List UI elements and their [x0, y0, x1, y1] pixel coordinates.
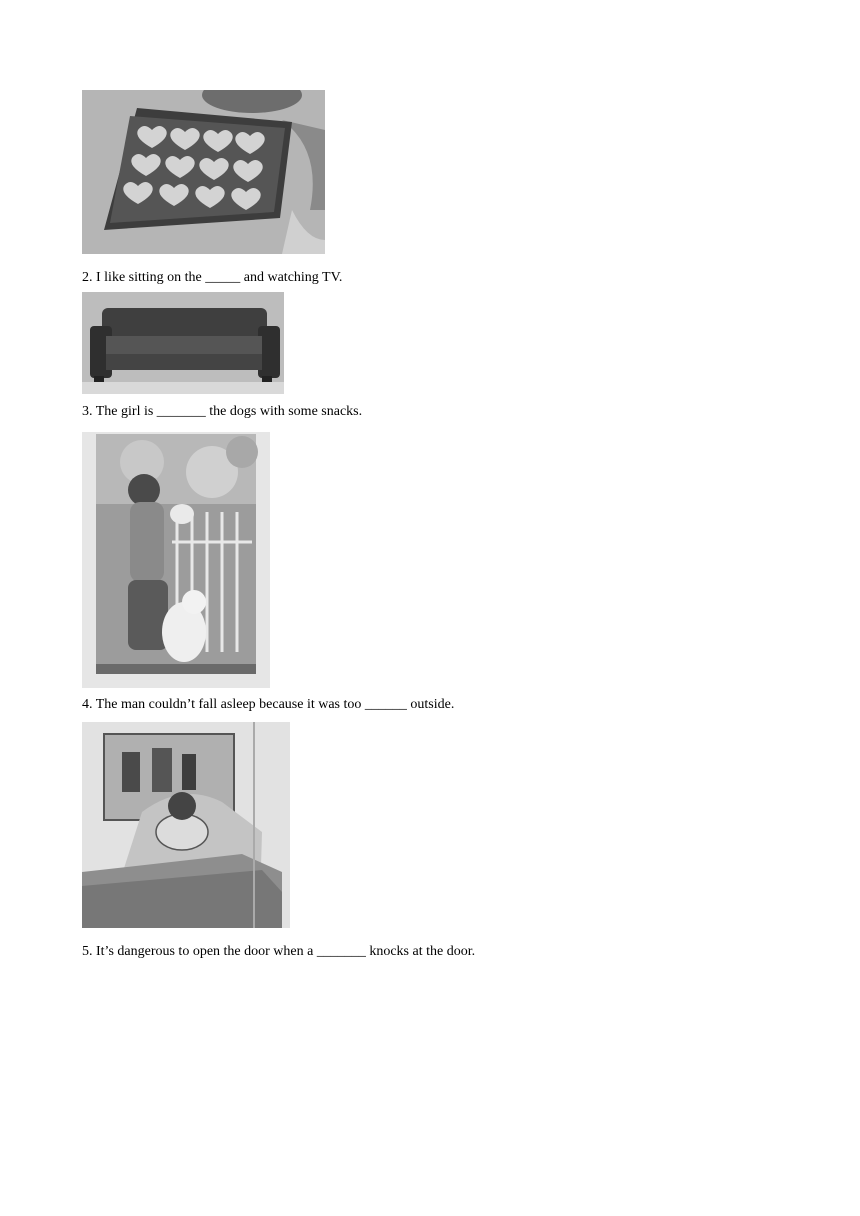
chocolate-box-picture [82, 90, 325, 254]
noisy-night-picture [82, 722, 290, 928]
girl-feeding-dogs-image [82, 432, 270, 688]
chocolate-box-image [82, 90, 325, 254]
sofa-image [82, 292, 284, 394]
question-2-text: 2. I like sitting on the _____ and watching TV. [82, 270, 343, 285]
girl-feeding-dogs-picture [82, 432, 270, 688]
question-3-text: 3. The girl is _______ the dogs with some snacks. [82, 404, 363, 419]
question-4-text: 4. The man couldn’t fall asleep because it was too ______ outside. [82, 697, 455, 712]
question-5-text: 5. It’s dangerous to open the door when a _______ knocks at the door. [82, 944, 476, 959]
noisy-night-image [82, 722, 290, 928]
sofa-picture [82, 292, 284, 394]
